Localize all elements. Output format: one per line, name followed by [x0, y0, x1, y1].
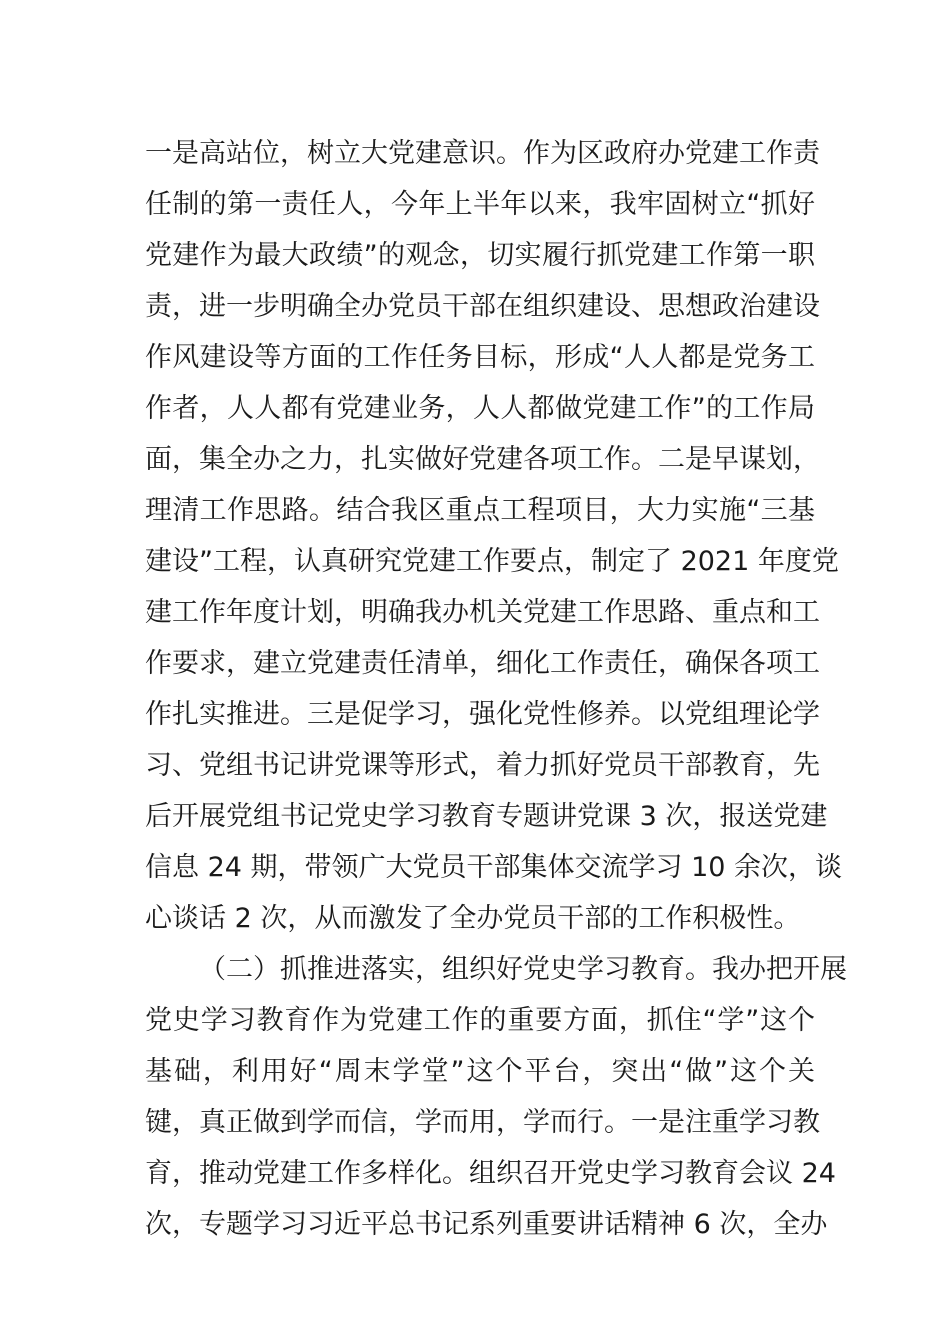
text-line: 面，集全办之力，扎实做好党建各项工作。二是早谋划，	[145, 444, 820, 475]
paragraph-first-line: （二）抓推进落实，组织好党史学习教育。我办把开展	[199, 954, 847, 985]
text-line: 理清工作思路。结合我区重点工程项目，大力实施“三基	[145, 495, 815, 526]
text-line: 一是高站位，树立大党建意识。作为区政府办党建工作责	[145, 138, 820, 169]
text-line: 作者，人人都有党建业务，人人都做党建工作”的工作局	[145, 393, 815, 424]
text-line: 信息 24 期，带领广大党员干部集体交流学习 10 余次，谈	[145, 852, 843, 883]
text-line: 次，专题学习习近平总书记系列重要讲话精神 6 次，全办	[145, 1209, 828, 1240]
text-line: 作要求，建立党建责任清单，细化工作责任，确保各项工	[145, 648, 820, 679]
text-line: 作扎实推进。三是促学习，强化党性修养。以党组理论学	[145, 699, 820, 730]
text-line: 作风建设等方面的工作任务目标，形成“人人都是党务工	[145, 342, 815, 373]
text-line: 建工作年度计划，明确我办机关党建工作思路、重点和工	[145, 597, 820, 628]
text-line: 党史学习教育作为党建工作的重要方面，抓住“学”这个	[145, 1005, 815, 1036]
text-line: 责，进一步明确全办党员干部在组织建设、思想政治建设	[145, 291, 820, 322]
text-line: 育，推动党建工作多样化。组织召开党史学习教育会议 24	[145, 1158, 836, 1189]
paragraph-last-line: 心谈话 2 次，从而激发了全办党员干部的工作积极性。	[145, 903, 801, 934]
text-line: 任制的第一责任人，今年上半年以来，我牢固树立“抓好	[145, 189, 815, 220]
text-line: 党建作为最大政绩”的观念，切实履行抓党建工作第一职	[145, 240, 815, 271]
text-line: 建设”工程，认真研究党建工作要点，制定了 2021 年度党	[145, 546, 839, 577]
text-line: 基础，利用好“周末学堂”这个平台，突出“做”这个关	[145, 1056, 815, 1087]
text-line: 键，真正做到学而信，学而用，学而行。一是注重学习教	[145, 1107, 820, 1138]
text-line: 后开展党组书记党史学习教育专题讲党课 3 次，报送党建	[145, 801, 828, 832]
text-line: 习、党组书记讲党课等形式，着力抓好党员干部教育，先	[145, 750, 820, 781]
body-text	[145, 128, 847, 1250]
